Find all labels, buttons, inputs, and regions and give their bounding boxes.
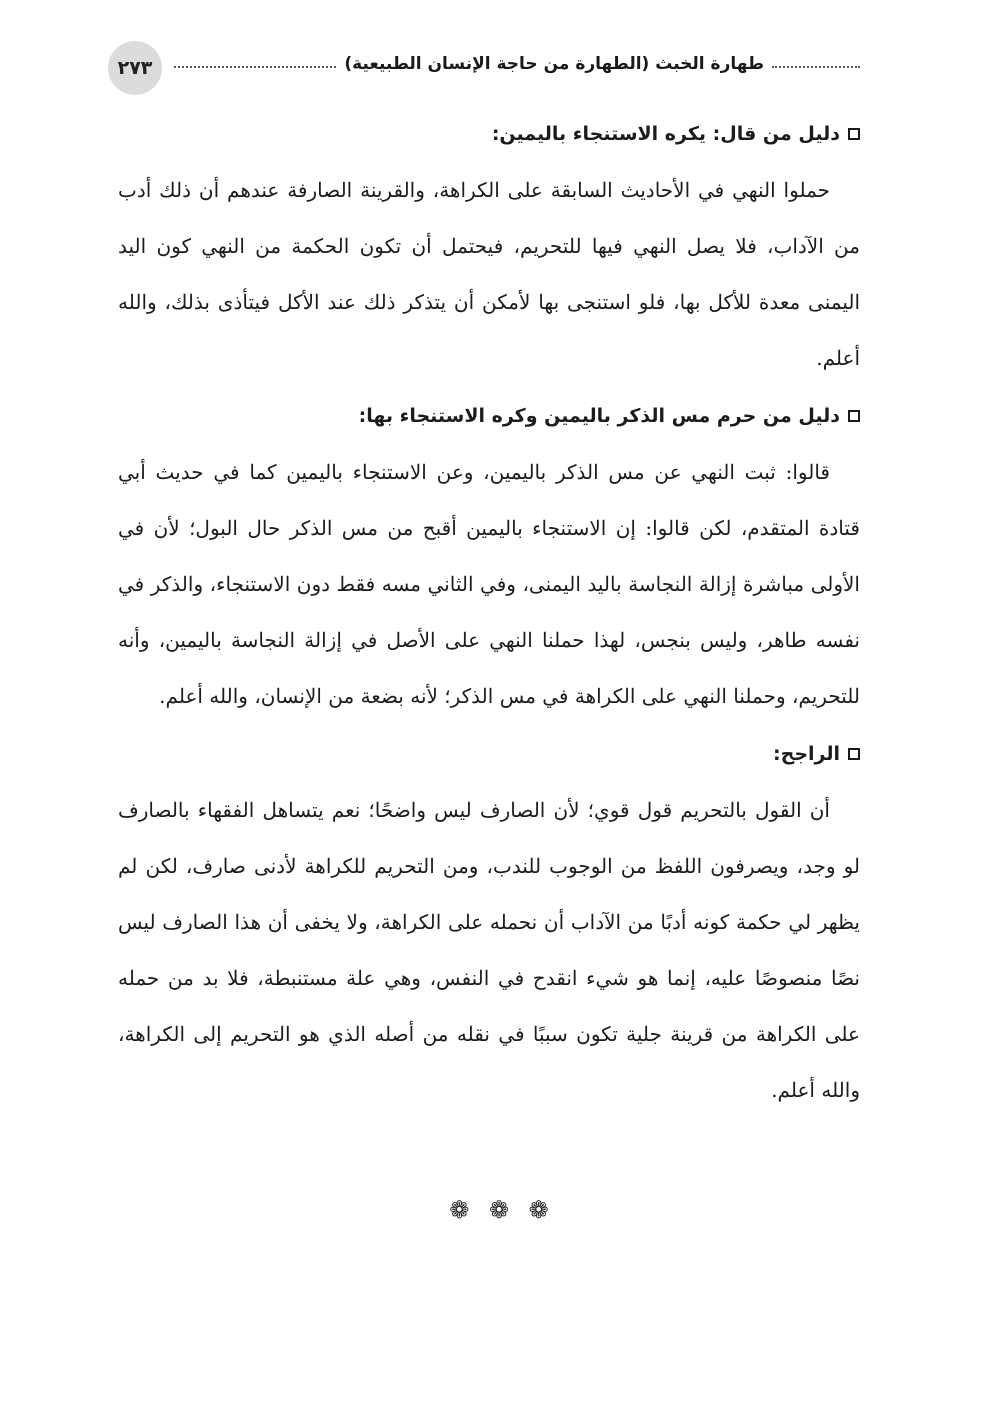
section-heading-text: دليل من حرم مس الذكر باليمين وكره الاستنجاء بها:: [358, 405, 840, 427]
section-heading: [118, 394, 860, 438]
checkbox-square-icon: [848, 748, 860, 760]
page-header: [108, 40, 860, 100]
section-heading-text: الراجح:: [773, 743, 840, 765]
leader-dots-right: [772, 66, 860, 68]
leader-dots-left: [174, 66, 336, 68]
checkbox-square-icon: [848, 410, 860, 422]
section-paragraph: أن القول بالتحريم قول قوي؛ لأن الصارف ليس واضحًا؛ نعم يتساهل الفقهاء بالصارف لو وجد، ويصرفون اللفظ من الوجوب للندب، ومن التحريم للكراهة لأدنى صارف، لكن لم يظهر لي حكمة كونه أدبًا من الآداب أن نحمله على الكراهة، ولا يخفى أن هذا الصارف ليس نصًا منصوصًا عليه، إنما هو شيء انقدح في النفس، وهي علة مستنبطة، فلا بد من حمله على الكراهة من قرينة جلية تكون سببًا في نقله من أصله الذي هو التحريم إلى الكراهة، والله أعلم.: [118, 798, 860, 1102]
section-end-ornaments: ❁ ❁ ❁: [449, 1196, 555, 1224]
section-heading-text: دليل من قال: يكره الاستنجاء باليمين:: [491, 123, 840, 145]
running-title-row: [174, 54, 860, 74]
section-paragraph: قالوا: ثبت النهي عن مس الذكر باليمين، وعن الاستنجاء باليمين كما في حديث أبي قتادة المتقدم، لكن قالوا: إن الاستنجاء باليمين أقبح من مس الذكر حال البول؛ لأن في الأولى مباشرة إزالة النجاسة باليد اليمنى، وفي الثاني مسه فقط دون الاستنجاء، والذكر في نفسه طاهر، وليس بنجس، لهذا حملنا النهي على الأصل في إزالة النجاسة باليمين، وأنه للتحريم، وحملنا النهي على الكراهة في مس الذكر؛ لأنه بضعة من الإنسان، والله أعلم.: [118, 460, 860, 708]
section-paragraph: حملوا النهي في الأحاديث السابقة على الكراهة، والقرينة الصارفة عندهم أن ذلك أدب من الآداب، فلا يصل النهي فيها للتحريم، فيحتمل أن تكون الحكمة من النهي كون اليد اليمنى معدة للأكل بها، فلو استنجى بها لأمكن أن يتذكر ذلك عند الأكل فيتأذى بذلك، والله أعلم.: [118, 178, 860, 370]
running-title: طهارة الخبث (الطهارة من حاجة الإنسان الطبيعية): [344, 54, 764, 74]
section-heading: [118, 112, 860, 156]
checkbox-square-icon: [848, 128, 860, 140]
page-body: [118, 112, 860, 1126]
page-number-badge: ٢٧٣: [108, 41, 162, 95]
section-heading: [118, 732, 860, 776]
